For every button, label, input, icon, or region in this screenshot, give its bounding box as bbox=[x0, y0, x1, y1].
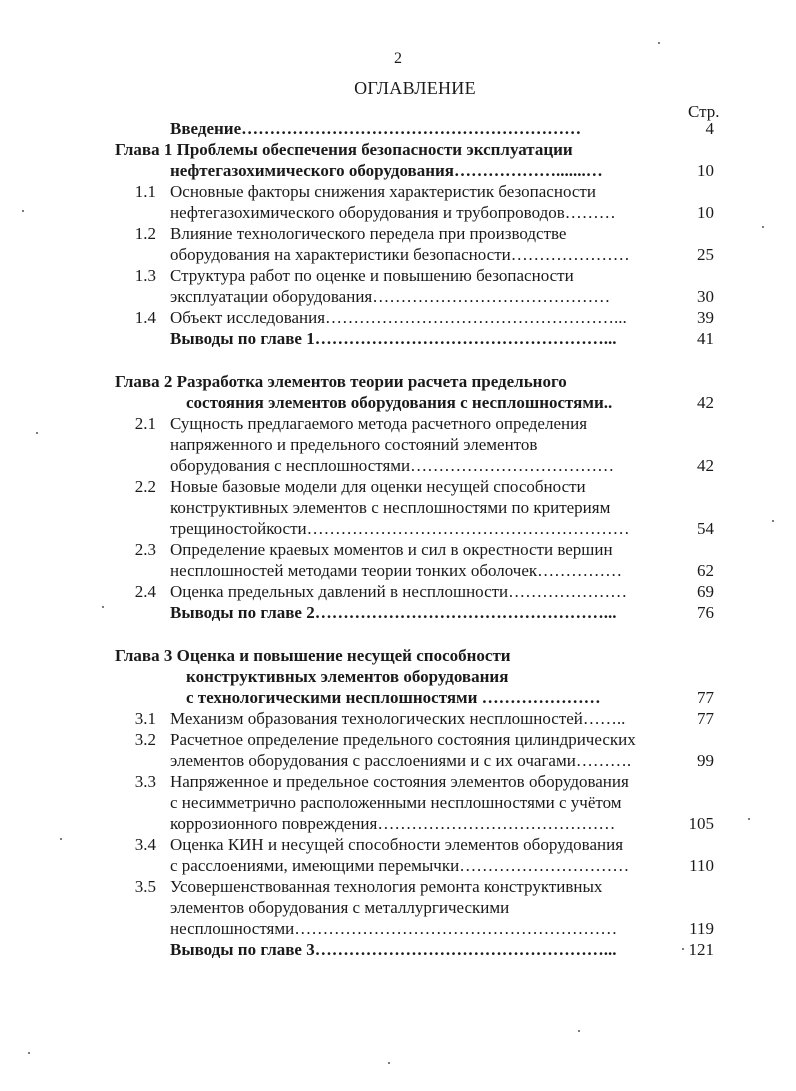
toc-entry-text: эксплуатации оборудования…………………………………… bbox=[170, 287, 611, 306]
scan-speck bbox=[28, 1052, 30, 1054]
toc-row bbox=[0, 434, 796, 455]
toc-row bbox=[0, 729, 796, 750]
toc-row bbox=[0, 371, 796, 392]
toc-section-number: 3.4 bbox=[134, 835, 156, 854]
toc-page-number: 121 bbox=[688, 940, 714, 959]
toc-entry-text: нефтегазохимического оборудования……………….......… bbox=[170, 161, 603, 180]
table-of-contents bbox=[0, 118, 796, 960]
toc-section-number: 2.4 bbox=[134, 582, 156, 601]
toc-entry-text: Новые базовые модели для оценки несущей способности bbox=[170, 477, 586, 496]
scan-speck bbox=[682, 948, 684, 950]
toc-chapter-title: Глава 1 Проблемы обеспечения безопасности эксплуатации bbox=[115, 140, 573, 159]
toc-entry-text: Введение…………………………………………………… bbox=[170, 119, 582, 138]
toc-entry-text: трещиностойкости………………………………………………… bbox=[170, 519, 630, 538]
toc-section-number: 3.1 bbox=[134, 709, 156, 728]
toc-row bbox=[0, 708, 796, 729]
toc-entry-text: Расчетное определение предельного состояния цилиндрических bbox=[170, 730, 636, 749]
toc-entry-text: несплошностей методами теории тонких оболочек…………… bbox=[170, 561, 623, 580]
scan-speck bbox=[60, 838, 62, 840]
toc-section-number: 2.1 bbox=[134, 414, 156, 433]
toc-entry-text: несплошностями………………………………………………… bbox=[170, 919, 618, 938]
page-title: ОГЛАВЛЕНИЕ bbox=[354, 78, 476, 98]
toc-row bbox=[0, 328, 796, 349]
toc-page-number: 77 bbox=[697, 709, 714, 728]
toc-entry-text: элементов оборудования с расслоениями и с их очагами………. bbox=[170, 751, 632, 770]
toc-section-number: 2.2 bbox=[134, 477, 156, 496]
toc-entry-text: Выводы по главе 3……………………………………………... bbox=[170, 940, 617, 959]
toc-entry-text: Выводы по главе 1……………………………………………... bbox=[170, 329, 617, 348]
toc-page-number: 41 bbox=[697, 329, 714, 348]
toc-section-number: 2.3 bbox=[134, 540, 156, 559]
toc-section-number: 1.1 bbox=[134, 182, 156, 201]
toc-row bbox=[0, 497, 796, 518]
toc-row bbox=[0, 518, 796, 539]
toc-row bbox=[0, 918, 796, 939]
toc-row bbox=[0, 202, 796, 223]
toc-row bbox=[0, 539, 796, 560]
toc-entry-text: Сущность предлагаемого метода расчетного определения bbox=[170, 414, 588, 433]
toc-row bbox=[0, 560, 796, 581]
toc-entry-text: с несимметрично расположенными несплошностями с учётом bbox=[170, 793, 622, 812]
toc-row bbox=[0, 645, 796, 666]
scan-speck bbox=[388, 1062, 390, 1064]
toc-page-number: 110 bbox=[689, 856, 714, 875]
toc-row bbox=[0, 897, 796, 918]
toc-page-number: 39 bbox=[697, 308, 714, 327]
toc-entry-text: Структура работ по оценке и повышению безопасности bbox=[170, 266, 574, 285]
toc-row bbox=[0, 792, 796, 813]
toc-entry-text: Влияние технологического передела при производстве bbox=[170, 224, 567, 243]
scan-speck bbox=[22, 210, 24, 212]
toc-section-number: 3.5 bbox=[134, 877, 156, 896]
toc-page-number: 69 bbox=[697, 582, 714, 601]
toc-row bbox=[0, 265, 796, 286]
toc-entry-text: нефтегазохимического оборудования и трубопроводов……… bbox=[170, 203, 616, 222]
toc-row bbox=[0, 813, 796, 834]
toc-entry-text: Основные факторы снижения характеристик безопасности bbox=[170, 182, 596, 201]
toc-entry-text: конструктивных элементов с несплошностями по критериям bbox=[170, 498, 611, 517]
toc-section-number: 3.2 bbox=[134, 730, 156, 749]
toc-row bbox=[0, 939, 796, 960]
toc-page-number: 30 bbox=[697, 287, 714, 306]
toc-row bbox=[0, 286, 796, 307]
toc-entry-text: элементов оборудования с металлургическими bbox=[170, 898, 510, 917]
toc-section-number: 1.2 bbox=[134, 224, 156, 243]
toc-row bbox=[0, 666, 796, 687]
toc-row bbox=[0, 160, 796, 181]
scan-speck bbox=[762, 226, 764, 228]
toc-entry-text: напряженного и предельного состояний элементов bbox=[170, 435, 538, 454]
toc-row bbox=[0, 855, 796, 876]
page-number: 2 bbox=[394, 50, 402, 67]
toc-entry-text: Оценка предельных давлений в несплошности………………… bbox=[170, 582, 628, 601]
toc-row bbox=[0, 455, 796, 476]
scan-speck bbox=[772, 520, 774, 522]
toc-section-number: 1.4 bbox=[134, 308, 156, 327]
toc-row bbox=[0, 602, 796, 623]
toc-row bbox=[0, 581, 796, 602]
toc-row bbox=[0, 139, 796, 160]
toc-page-number: 42 bbox=[697, 456, 714, 475]
toc-page-number: 25 bbox=[697, 245, 714, 264]
toc-page-number: 42 bbox=[697, 393, 714, 412]
toc-page-number: 10 bbox=[697, 161, 714, 180]
toc-page-number: 76 bbox=[697, 603, 714, 622]
toc-entry-text: оборудования с несплошностями……………………………… bbox=[170, 456, 615, 475]
toc-entry-text: состояния элементов оборудования с несплошностями.. bbox=[186, 393, 613, 412]
toc-entry-text: с технологическими несплошностями ………………… bbox=[186, 688, 601, 707]
toc-row bbox=[0, 181, 796, 202]
toc-entry-text: Объект исследования……………………………………………... bbox=[170, 308, 627, 327]
toc-section-number: 3.3 bbox=[134, 772, 156, 791]
toc-row bbox=[0, 834, 796, 855]
toc-entry-text: Оценка КИН и несущей способности элементов оборудования bbox=[170, 835, 624, 854]
toc-row bbox=[0, 244, 796, 265]
section-gap bbox=[0, 623, 796, 645]
toc-page-number: 105 bbox=[688, 814, 714, 833]
toc-page-number: 4 bbox=[705, 119, 714, 138]
toc-page-number: 62 bbox=[697, 561, 714, 580]
toc-entry-text: Определение краевых моментов и сил в окрестности вершин bbox=[170, 540, 613, 559]
toc-row bbox=[0, 476, 796, 497]
toc-entry-text: коррозионного повреждения…………………………………… bbox=[170, 814, 616, 833]
toc-page-number: 77 bbox=[697, 688, 714, 707]
toc-entry-text: с расслоениями, имеющими перемычки………………………… bbox=[170, 856, 630, 875]
toc-chapter-title: Глава 3 Оценка и повышение несущей способности bbox=[115, 646, 511, 665]
toc-row bbox=[0, 771, 796, 792]
toc-row bbox=[0, 392, 796, 413]
scan-speck bbox=[658, 42, 660, 44]
toc-chapter-title: Глава 2 Разработка элементов теории расчета предельного bbox=[115, 372, 567, 391]
toc-section-number: 1.3 bbox=[134, 266, 156, 285]
page-column-header: Стр. bbox=[688, 102, 720, 121]
section-gap bbox=[0, 349, 796, 371]
toc-page-number: 99 bbox=[697, 751, 714, 770]
toc-entry-text: Напряженное и предельное состояния элементов оборудования bbox=[170, 772, 629, 791]
toc-row bbox=[0, 413, 796, 434]
toc-entry-text: Механизм образования технологических несплошностей…….. bbox=[170, 709, 626, 728]
toc-entry-text: конструктивных элементов оборудования bbox=[186, 667, 509, 686]
scan-speck bbox=[578, 1030, 580, 1032]
toc-page-number: 10 bbox=[697, 203, 714, 222]
toc-entry-text: Усовершенствованная технология ремонта конструктивных bbox=[170, 877, 603, 896]
scan-speck bbox=[748, 818, 750, 820]
toc-entry-text: оборудования на характеристики безопасности………………… bbox=[170, 245, 630, 264]
toc-row bbox=[0, 118, 796, 139]
scan-speck bbox=[36, 432, 38, 434]
toc-row bbox=[0, 307, 796, 328]
toc-row bbox=[0, 750, 796, 771]
toc-entry-text: Выводы по главе 2……………………………………………... bbox=[170, 603, 617, 622]
toc-row bbox=[0, 687, 796, 708]
toc-page-number: 54 bbox=[697, 519, 714, 538]
toc-row bbox=[0, 223, 796, 244]
scan-speck bbox=[102, 606, 104, 608]
toc-row bbox=[0, 876, 796, 897]
toc-page-number: 119 bbox=[689, 919, 714, 938]
